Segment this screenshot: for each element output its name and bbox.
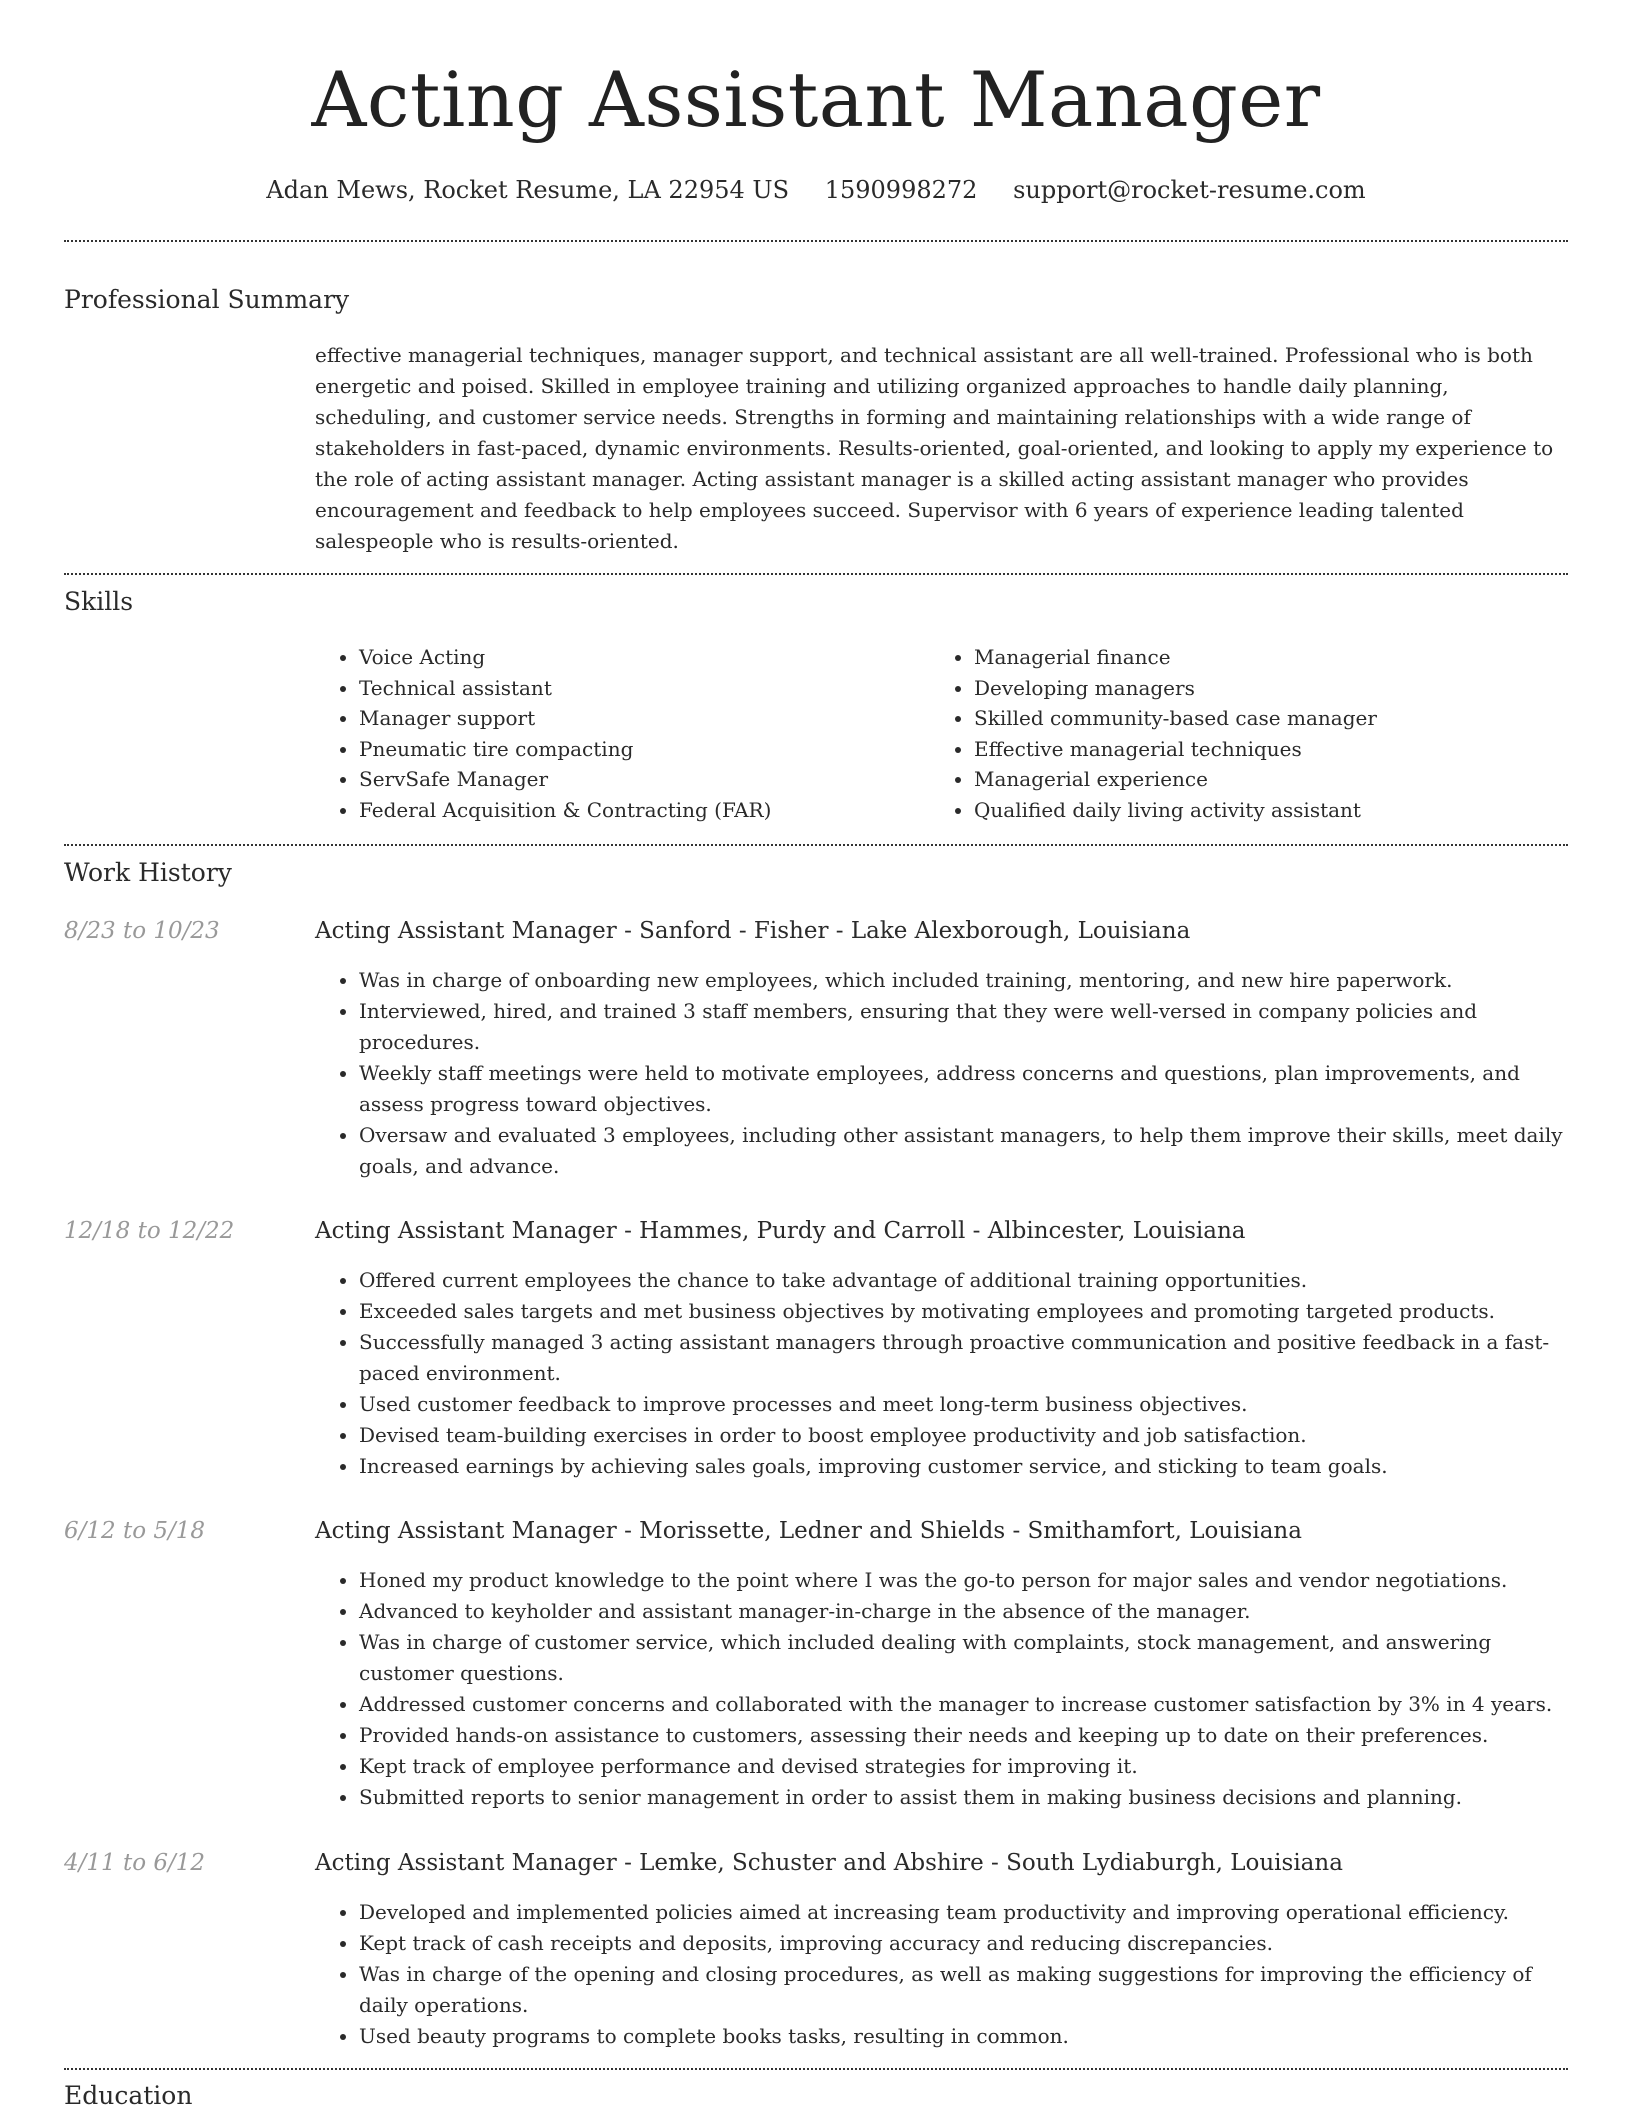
job-bullet: • Used customer feedback to improve processes and meet long-term business objectives. (359, 1389, 1568, 1420)
skills-column-right (930, 642, 1377, 826)
skill-item: • Managerial experience (974, 764, 1377, 795)
job-title: Acting Assistant Manager - Morissette, Ledner and Shields - Smithamfort, Louisiana (315, 1518, 1302, 1544)
job-bullet: • Used beauty programs to complete books tasks, resulting in common. (359, 2021, 1568, 2052)
job-title: Acting Assistant Manager - Hammes, Purdy and Carroll - Albincester, Louisiana (315, 1218, 1246, 1244)
job-title: Acting Assistant Manager - Sanford - Fisher - Lake Alexborough, Louisiana (315, 918, 1191, 944)
job-bullet: • Devised team-building exercises in order to boost employee productivity and job satisfaction. (359, 1420, 1568, 1451)
education-heading: Education (64, 2081, 193, 2110)
skill-item: • Voice Acting (359, 642, 771, 673)
work-history-divider (64, 2068, 1568, 2070)
skills-column-left (315, 642, 771, 826)
job-dates: 12/18 to 12/22 (64, 1218, 235, 1244)
summary-text: effective managerial techniques, manager support, and technical assistant are all well-trained. Professional who is both energetic and poised. Skilled in employee training and utilizing organized approaches to handle daily planning, scheduling, and customer service needs. Strengths in forming and maintaining relationships with a wide range of stakeholders in fast-paced, dynamic environments. Results-oriented, goal-oriented, and looking to apply my experience to the role of acting assistant manager. Acting assistant manager is a skilled acting assistant manager who provides encouragement and feedback to help employees succeed. Supervisor with 6 years of experience leading talented salespeople who is results-oriented. (315, 343, 1554, 553)
skill-item: • Skilled community-based case manager (974, 703, 1377, 734)
job-title: Acting Assistant Manager - Lemke, Schuster and Abshire - South Lydiaburgh, Louisiana (315, 1850, 1343, 1876)
job-bullet: • Interviewed, hired, and trained 3 staff members, ensuring that they were well-versed in company policies and procedures. (359, 996, 1568, 1058)
job-bullets (315, 965, 1568, 1182)
header-divider (64, 240, 1568, 242)
job-bullet: • Developed and implemented policies aimed at increasing team productivity and improving operational efficiency. (359, 1897, 1568, 1928)
job-bullet: • Exceeded sales targets and met business objectives by motivating employees and promoting targeted products. (359, 1296, 1568, 1327)
contact-phone: 1590998272 (824, 176, 978, 204)
job-bullet: • Successfully managed 3 acting assistant managers through proactive communication and positive feedback in a fast-paced environment. (359, 1327, 1568, 1389)
job-bullet: • Provided hands-on assistance to customers, assessing their needs and keeping up to date on their preferences. (359, 1720, 1568, 1751)
resume-title: Acting Assistant Manager (311, 55, 1321, 144)
job-bullet: • Advanced to keyholder and assistant manager-in-charge in the absence of the manager. (359, 1596, 1568, 1627)
skill-item: • Qualified daily living activity assistant (974, 795, 1377, 826)
job-bullet: • Was in charge of the opening and closing procedures, as well as making suggestions for improving the efficiency of daily operations. (359, 1959, 1568, 2021)
job-bullet: • Kept track of cash receipts and deposits, improving accuracy and reducing discrepancies. (359, 1928, 1568, 1959)
skill-item: • Pneumatic tire compacting (359, 734, 771, 765)
skill-item: • Managerial finance (974, 642, 1377, 673)
job-bullets (315, 1265, 1568, 1482)
work-history-heading: Work History (64, 858, 232, 887)
skill-item: • Federal Acquisition & Contracting (FAR) (359, 795, 771, 826)
job-dates: 4/11 to 6/12 (64, 1850, 206, 1876)
job-bullet: • Was in charge of customer service, which included dealing with complaints, stock management, and answering customer questions. (359, 1627, 1568, 1689)
skills-heading: Skills (64, 587, 134, 616)
skill-item: • Manager support (359, 703, 771, 734)
skills-divider (64, 844, 1568, 846)
skill-item: • ServSafe Manager (359, 764, 771, 795)
job-bullet: • Increased earnings by achieving sales goals, improving customer service, and sticking to team goals. (359, 1451, 1568, 1482)
job-dates: 6/12 to 5/18 (64, 1518, 206, 1544)
contact-address: Adan Mews, Rocket Resume, LA 22954 US (266, 176, 790, 204)
job-bullet: • Offered current employees the chance to take advantage of additional training opportunities. (359, 1265, 1568, 1296)
job-bullet: • Honed my product knowledge to the point where I was the go-to person for major sales and vendor negotiations. (359, 1565, 1568, 1596)
job-bullet: • Was in charge of onboarding new employees, which included training, mentoring, and new hire paperwork. (359, 965, 1568, 996)
job-bullets (315, 1897, 1568, 2052)
job-dates: 8/23 to 10/23 (64, 918, 220, 944)
job-bullet: • Weekly staff meetings were held to motivate employees, address concerns and questions, plan improvements, and assess progress toward objectives. (359, 1058, 1568, 1120)
job-bullet: • Submitted reports to senior management in order to assist them in making business decisions and planning. (359, 1782, 1568, 1813)
contact-line (64, 170, 1568, 210)
job-bullet: • Addressed customer concerns and collaborated with the manager to increase customer satisfaction by 3% in 4 years. (359, 1689, 1568, 1720)
summary-divider (64, 573, 1568, 575)
job-bullets (315, 1565, 1568, 1813)
skill-item: • Developing managers (974, 673, 1377, 704)
job-bullet: • Oversaw and evaluated 3 employees, including other assistant managers, to help them improve their skills, meet daily goals, and advance. (359, 1120, 1568, 1182)
skill-item: • Effective managerial techniques (974, 734, 1377, 765)
skill-item: • Technical assistant (359, 673, 771, 704)
job-bullet: • Kept track of employee performance and devised strategies for improving it. (359, 1751, 1568, 1782)
contact-email: support@rocket-resume.com (1013, 176, 1366, 204)
summary-heading: Professional Summary (64, 285, 350, 314)
